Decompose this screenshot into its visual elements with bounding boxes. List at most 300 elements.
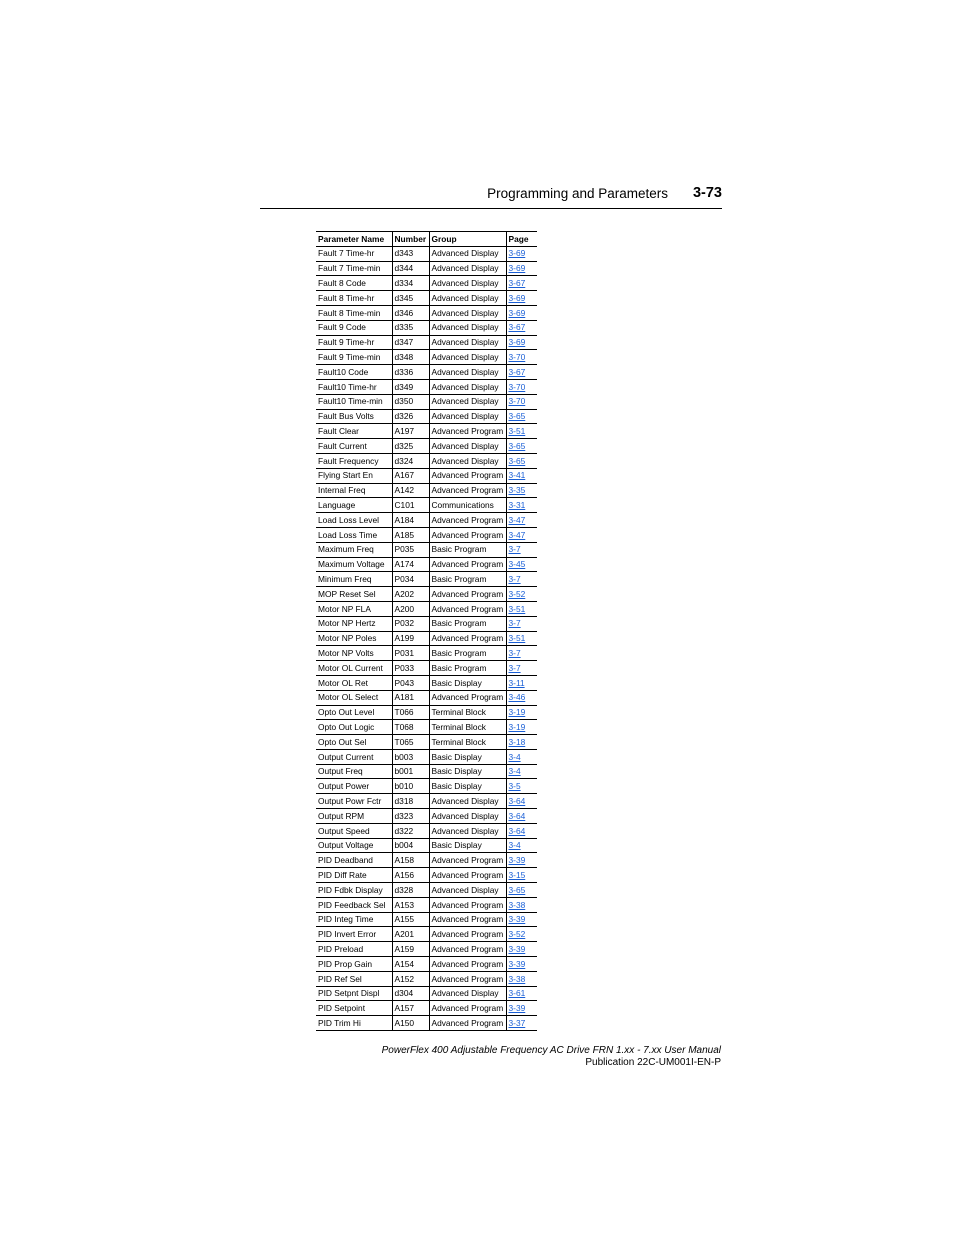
parameter-name-cell: PID Invert Error xyxy=(316,927,392,942)
group-cell: Advanced Program xyxy=(429,957,506,972)
page-cell xyxy=(506,868,537,883)
parameter-name-cell: Output Powr Fctr xyxy=(316,794,392,809)
page-link[interactable]: 3-69 xyxy=(508,248,526,259)
page-link[interactable]: 3-51 xyxy=(508,633,526,644)
table-row xyxy=(316,601,537,616)
table-row xyxy=(316,631,537,646)
number-cell: A156 xyxy=(392,868,429,883)
table-row xyxy=(316,542,537,557)
number-cell: P032 xyxy=(392,616,429,631)
group-cell: Advanced Display xyxy=(429,439,506,454)
table-row xyxy=(316,335,537,350)
group-cell: Advanced Display xyxy=(429,350,506,365)
group-cell: Advanced Program xyxy=(429,1001,506,1016)
page-link[interactable]: 3-64 xyxy=(508,825,526,836)
page-link[interactable]: 3-39 xyxy=(508,914,526,925)
table-row xyxy=(316,779,537,794)
page-cell xyxy=(506,897,537,912)
page-link[interactable]: 3-19 xyxy=(508,721,526,732)
number-cell: d322 xyxy=(392,823,429,838)
table-row xyxy=(316,823,537,838)
table-row xyxy=(316,646,537,661)
page-cell xyxy=(506,1001,537,1016)
table-row xyxy=(316,483,537,498)
parameter-name-cell: PID Prop Gain xyxy=(316,957,392,972)
number-cell: C101 xyxy=(392,498,429,513)
number-cell: d326 xyxy=(392,409,429,424)
table-row xyxy=(316,291,537,306)
page-link[interactable]: 3-11 xyxy=(508,677,525,688)
number-cell: T065 xyxy=(392,735,429,750)
parameter-name-cell: PID Setpoint xyxy=(316,1001,392,1016)
table-row xyxy=(316,394,537,409)
page-link[interactable]: 3-67 xyxy=(508,322,526,333)
page-link[interactable]: 3-46 xyxy=(508,692,526,703)
group-cell: Advanced Display xyxy=(429,794,506,809)
parameter-name-cell: Output Voltage xyxy=(316,838,392,853)
table-row xyxy=(316,794,537,809)
group-cell: Advanced Program xyxy=(429,971,506,986)
table-row xyxy=(316,276,537,291)
group-cell: Advanced Program xyxy=(429,853,506,868)
page-link[interactable]: 3-39 xyxy=(508,943,526,954)
table-row xyxy=(316,1001,537,1016)
parameter-name-cell: Fault Clear xyxy=(316,424,392,439)
page-cell xyxy=(506,572,537,587)
table-row xyxy=(316,942,537,957)
page-cell xyxy=(506,853,537,868)
table-row xyxy=(316,883,537,898)
page-cell xyxy=(506,883,537,898)
page-link[interactable]: 3-65 xyxy=(508,440,526,451)
page-link[interactable]: 3-51 xyxy=(508,603,526,614)
number-cell: b003 xyxy=(392,749,429,764)
parameter-name-cell: Motor NP Hertz xyxy=(316,616,392,631)
page-link[interactable]: 3-69 xyxy=(508,307,526,318)
page-link[interactable]: 3-18 xyxy=(508,736,526,747)
parameter-name-cell: Flying Start En xyxy=(316,468,392,483)
page-link[interactable]: 3-69 xyxy=(508,337,526,348)
parameter-name-cell: Fault 7 Time-hr xyxy=(316,246,392,261)
page-cell xyxy=(506,320,537,335)
footer-publication: Publication 22C-UM001I-EN-P xyxy=(585,1057,721,1068)
group-cell: Advanced Display xyxy=(429,335,506,350)
table-row xyxy=(316,261,537,276)
group-cell: Basic Display xyxy=(429,838,506,853)
number-cell: b004 xyxy=(392,838,429,853)
page-link[interactable]: 3-5 xyxy=(508,781,521,792)
number-cell: d350 xyxy=(392,394,429,409)
page-link[interactable]: 3-39 xyxy=(508,855,526,866)
group-cell: Basic Display xyxy=(429,764,506,779)
page-cell xyxy=(506,764,537,779)
table-row xyxy=(316,838,537,853)
page-link[interactable]: 3-70 xyxy=(508,352,526,363)
group-cell: Advanced Program xyxy=(429,927,506,942)
number-cell: d347 xyxy=(392,335,429,350)
table-row xyxy=(316,705,537,720)
column-header-group: Group xyxy=(429,232,506,247)
page-header xyxy=(260,183,722,209)
number-cell: A174 xyxy=(392,557,429,572)
number-cell: P031 xyxy=(392,646,429,661)
number-cell: A158 xyxy=(392,853,429,868)
table-row xyxy=(316,986,537,1001)
page-link[interactable]: 3-7 xyxy=(508,544,521,555)
group-cell: Advanced Program xyxy=(429,868,506,883)
page-cell xyxy=(506,379,537,394)
page-cell xyxy=(506,661,537,676)
number-cell: A155 xyxy=(392,912,429,927)
table-row xyxy=(316,912,537,927)
group-cell: Terminal Block xyxy=(429,720,506,735)
table-row xyxy=(316,868,537,883)
parameter-name-cell: Output RPM xyxy=(316,809,392,824)
page-link[interactable]: 3-65 xyxy=(508,884,526,895)
parameter-name-cell: MOP Reset Sel xyxy=(316,587,392,602)
group-cell: Advanced Program xyxy=(429,468,506,483)
page-link[interactable]: 3-47 xyxy=(508,529,526,540)
page-link[interactable]: 3-52 xyxy=(508,929,526,940)
page-cell xyxy=(506,424,537,439)
page-link[interactable]: 3-31 xyxy=(508,500,526,511)
number-cell: d304 xyxy=(392,986,429,1001)
table-row xyxy=(316,690,537,705)
page-cell xyxy=(506,513,537,528)
page-link[interactable]: 3-38 xyxy=(508,973,526,984)
page-link[interactable]: 3-70 xyxy=(508,396,526,407)
parameter-name-cell: Output Speed xyxy=(316,823,392,838)
group-cell: Basic Display xyxy=(429,749,506,764)
table-row xyxy=(316,453,537,468)
page-cell xyxy=(506,749,537,764)
number-cell: A152 xyxy=(392,971,429,986)
page-link[interactable]: 3-69 xyxy=(508,263,526,274)
number-cell: d328 xyxy=(392,883,429,898)
group-cell: Advanced Display xyxy=(429,379,506,394)
group-cell: Advanced Display xyxy=(429,809,506,824)
group-cell: Advanced Program xyxy=(429,483,506,498)
table-row xyxy=(316,498,537,513)
number-cell: A201 xyxy=(392,927,429,942)
number-cell: d349 xyxy=(392,379,429,394)
table-row xyxy=(316,246,537,261)
parameter-name-cell: Motor NP FLA xyxy=(316,601,392,616)
number-cell: A157 xyxy=(392,1001,429,1016)
page-link[interactable]: 3-64 xyxy=(508,795,526,806)
group-cell: Advanced Program xyxy=(429,912,506,927)
page-link[interactable]: 3-65 xyxy=(508,411,526,422)
parameter-name-cell: Fault10 Code xyxy=(316,365,392,380)
number-cell: A197 xyxy=(392,424,429,439)
group-cell: Advanced Display xyxy=(429,409,506,424)
page-cell xyxy=(506,631,537,646)
page-link[interactable]: 3-7 xyxy=(508,618,521,629)
group-cell: Advanced Display xyxy=(429,986,506,1001)
page-cell xyxy=(506,527,537,542)
number-cell: P043 xyxy=(392,675,429,690)
column-header-page: Page xyxy=(506,232,537,247)
page-cell xyxy=(506,690,537,705)
page-cell xyxy=(506,335,537,350)
page-link[interactable]: 3-15 xyxy=(508,869,526,880)
group-cell: Basic Display xyxy=(429,779,506,794)
page-cell xyxy=(506,261,537,276)
group-cell: Advanced Program xyxy=(429,631,506,646)
page-link[interactable]: 3-47 xyxy=(508,514,526,525)
table-row xyxy=(316,513,537,528)
column-header-number: Number xyxy=(392,232,429,247)
group-cell: Advanced Program xyxy=(429,897,506,912)
number-cell: d344 xyxy=(392,261,429,276)
number-cell: P033 xyxy=(392,661,429,676)
parameter-table xyxy=(316,231,537,1031)
page-cell xyxy=(506,439,537,454)
page-link[interactable]: 3-41 xyxy=(508,470,526,481)
page-cell xyxy=(506,912,537,927)
table-row xyxy=(316,897,537,912)
page-link[interactable]: 3-4 xyxy=(508,766,521,777)
number-cell: A181 xyxy=(392,690,429,705)
parameter-name-cell: Fault Bus Volts xyxy=(316,409,392,424)
page-cell xyxy=(506,394,537,409)
parameter-name-cell: Load Loss Level xyxy=(316,513,392,528)
page-cell xyxy=(506,453,537,468)
parameter-name-cell: PID Ref Sel xyxy=(316,971,392,986)
number-cell: P034 xyxy=(392,572,429,587)
parameter-name-cell: Opto Out Level xyxy=(316,705,392,720)
page-cell xyxy=(506,557,537,572)
parameter-name-cell: Fault 8 Code xyxy=(316,276,392,291)
number-cell: A185 xyxy=(392,527,429,542)
group-cell: Advanced Display xyxy=(429,883,506,898)
page-link[interactable]: 3-61 xyxy=(508,988,526,999)
number-cell: d336 xyxy=(392,365,429,380)
number-cell: A154 xyxy=(392,957,429,972)
group-cell: Advanced Display xyxy=(429,823,506,838)
table-row xyxy=(316,365,537,380)
table-row xyxy=(316,557,537,572)
parameter-name-cell: Opto Out Logic xyxy=(316,720,392,735)
number-cell: A167 xyxy=(392,468,429,483)
number-cell: d334 xyxy=(392,276,429,291)
group-cell: Advanced Display xyxy=(429,394,506,409)
page-cell xyxy=(506,468,537,483)
table-row xyxy=(316,971,537,986)
parameter-name-cell: PID Integ Time xyxy=(316,912,392,927)
page-link[interactable]: 3-69 xyxy=(508,292,526,303)
parameter-name-cell: Fault Current xyxy=(316,439,392,454)
group-cell: Advanced Display xyxy=(429,291,506,306)
parameter-name-cell: PID Feedback Sel xyxy=(316,897,392,912)
parameter-name-cell: PID Setpnt Displ xyxy=(316,986,392,1001)
page-link[interactable]: 3-7 xyxy=(508,662,521,673)
table-row xyxy=(316,379,537,394)
group-cell: Basic Program xyxy=(429,616,506,631)
table-row xyxy=(316,439,537,454)
page-link[interactable]: 3-7 xyxy=(508,574,521,585)
page-cell xyxy=(506,646,537,661)
parameter-name-cell: Fault 9 Time-hr xyxy=(316,335,392,350)
group-cell: Advanced Display xyxy=(429,261,506,276)
page-cell xyxy=(506,823,537,838)
parameter-name-cell: PID Fdbk Display xyxy=(316,883,392,898)
column-header-parameter-name: Parameter Name xyxy=(316,232,392,247)
page-number: 3-73 xyxy=(692,185,722,201)
group-cell: Basic Display xyxy=(429,675,506,690)
group-cell: Advanced Program xyxy=(429,513,506,528)
parameter-name-cell: Internal Freq xyxy=(316,483,392,498)
parameter-name-cell: Fault 9 Code xyxy=(316,320,392,335)
page-link[interactable]: 3-19 xyxy=(508,707,526,718)
page-link[interactable]: 3-4 xyxy=(508,751,521,762)
page-cell xyxy=(506,291,537,306)
parameter-name-cell: PID Diff Rate xyxy=(316,868,392,883)
number-cell: d335 xyxy=(392,320,429,335)
number-cell: A159 xyxy=(392,942,429,957)
number-cell: d346 xyxy=(392,305,429,320)
parameter-name-cell: PID Trim Hi xyxy=(316,1016,392,1031)
page-cell xyxy=(506,409,537,424)
page-cell xyxy=(506,942,537,957)
table-row xyxy=(316,616,537,631)
number-cell: d323 xyxy=(392,809,429,824)
page-cell xyxy=(506,498,537,513)
page-cell xyxy=(506,483,537,498)
page-cell xyxy=(506,720,537,735)
page-link[interactable]: 3-37 xyxy=(508,1017,526,1028)
page-link[interactable]: 3-39 xyxy=(508,1003,526,1014)
parameter-name-cell: Opto Out Sel xyxy=(316,735,392,750)
table-row xyxy=(316,661,537,676)
page-cell xyxy=(506,601,537,616)
number-cell: A184 xyxy=(392,513,429,528)
parameter-name-cell: Motor NP Volts xyxy=(316,646,392,661)
table-row xyxy=(316,764,537,779)
number-cell: P035 xyxy=(392,542,429,557)
page-cell xyxy=(506,735,537,750)
page-cell xyxy=(506,587,537,602)
parameter-name-cell: PID Preload xyxy=(316,942,392,957)
parameter-name-cell: Motor OL Current xyxy=(316,661,392,676)
page-cell xyxy=(506,365,537,380)
table-body xyxy=(316,246,537,1030)
page-cell xyxy=(506,1016,537,1031)
parameter-name-cell: Motor OL Select xyxy=(316,690,392,705)
page-link[interactable]: 3-64 xyxy=(508,810,526,821)
parameter-name-cell: Fault10 Time-hr xyxy=(316,379,392,394)
number-cell: d343 xyxy=(392,246,429,261)
header-title: Programming and Parameters xyxy=(487,186,668,201)
page-cell xyxy=(506,246,537,261)
group-cell: Advanced Program xyxy=(429,690,506,705)
group-cell: Advanced Display xyxy=(429,365,506,380)
page-cell xyxy=(506,675,537,690)
table-row xyxy=(316,1016,537,1031)
page-cell xyxy=(506,779,537,794)
page-cell xyxy=(506,986,537,1001)
number-cell: T066 xyxy=(392,705,429,720)
table-row xyxy=(316,468,537,483)
page-link[interactable]: 3-67 xyxy=(508,366,526,377)
table-header-row xyxy=(316,232,537,247)
page-link[interactable]: 3-38 xyxy=(508,899,526,910)
page-cell xyxy=(506,927,537,942)
page-cell xyxy=(506,305,537,320)
group-cell: Communications xyxy=(429,498,506,513)
page-link[interactable]: 3-51 xyxy=(508,426,526,437)
group-cell: Advanced Program xyxy=(429,557,506,572)
table-row xyxy=(316,749,537,764)
table-row xyxy=(316,853,537,868)
number-cell: d345 xyxy=(392,291,429,306)
page-link[interactable]: 3-52 xyxy=(508,588,526,599)
page-cell xyxy=(506,794,537,809)
parameter-name-cell: Maximum Voltage xyxy=(316,557,392,572)
parameter-name-cell: PID Deadband xyxy=(316,853,392,868)
number-cell: A199 xyxy=(392,631,429,646)
group-cell: Advanced Program xyxy=(429,587,506,602)
footer-manual-title: PowerFlex 400 Adjustable Frequency AC Drive FRN 1.xx - 7.xx User Manual xyxy=(381,1045,721,1056)
page-link[interactable]: 3-7 xyxy=(508,648,521,658)
page-link[interactable]: 3-45 xyxy=(508,559,526,570)
group-cell: Advanced Program xyxy=(429,942,506,957)
number-cell: A142 xyxy=(392,483,429,498)
parameter-name-cell: Fault 9 Time-min xyxy=(316,350,392,365)
number-cell: T068 xyxy=(392,720,429,735)
page-cell xyxy=(506,971,537,986)
group-cell: Basic Program xyxy=(429,572,506,587)
table-row xyxy=(316,527,537,542)
group-cell: Advanced Program xyxy=(429,527,506,542)
page-link[interactable]: 3-4 xyxy=(508,840,521,851)
parameter-name-cell: Language xyxy=(316,498,392,513)
parameter-name-cell: Output Current xyxy=(316,749,392,764)
parameter-name-cell: Output Power xyxy=(316,779,392,794)
page-link[interactable]: 3-70 xyxy=(508,381,526,392)
page-cell xyxy=(506,276,537,291)
number-cell: b010 xyxy=(392,779,429,794)
page-link[interactable]: 3-65 xyxy=(508,455,526,466)
parameter-name-cell: Load Loss Time xyxy=(316,527,392,542)
parameter-name-cell: Motor NP Poles xyxy=(316,631,392,646)
table-row xyxy=(316,927,537,942)
group-cell: Advanced Program xyxy=(429,601,506,616)
table-row xyxy=(316,320,537,335)
table-row xyxy=(316,350,537,365)
table-row xyxy=(316,305,537,320)
table-row xyxy=(316,409,537,424)
parameter-name-cell: Fault Frequency xyxy=(316,453,392,468)
number-cell: A153 xyxy=(392,897,429,912)
table-row xyxy=(316,587,537,602)
group-cell: Basic Program xyxy=(429,542,506,557)
table-row xyxy=(316,957,537,972)
page-link[interactable]: 3-35 xyxy=(508,485,526,496)
table-row xyxy=(316,809,537,824)
group-cell: Advanced Program xyxy=(429,424,506,439)
table-row xyxy=(316,424,537,439)
group-cell: Terminal Block xyxy=(429,705,506,720)
group-cell: Advanced Display xyxy=(429,320,506,335)
parameter-name-cell: Motor OL Ret xyxy=(316,675,392,690)
parameter-name-cell: Fault 8 Time-hr xyxy=(316,291,392,306)
page-cell xyxy=(506,542,537,557)
page-link[interactable]: 3-39 xyxy=(508,958,526,969)
parameter-name-cell: Fault 7 Time-min xyxy=(316,261,392,276)
number-cell: b001 xyxy=(392,764,429,779)
page-link[interactable]: 3-67 xyxy=(508,278,526,289)
